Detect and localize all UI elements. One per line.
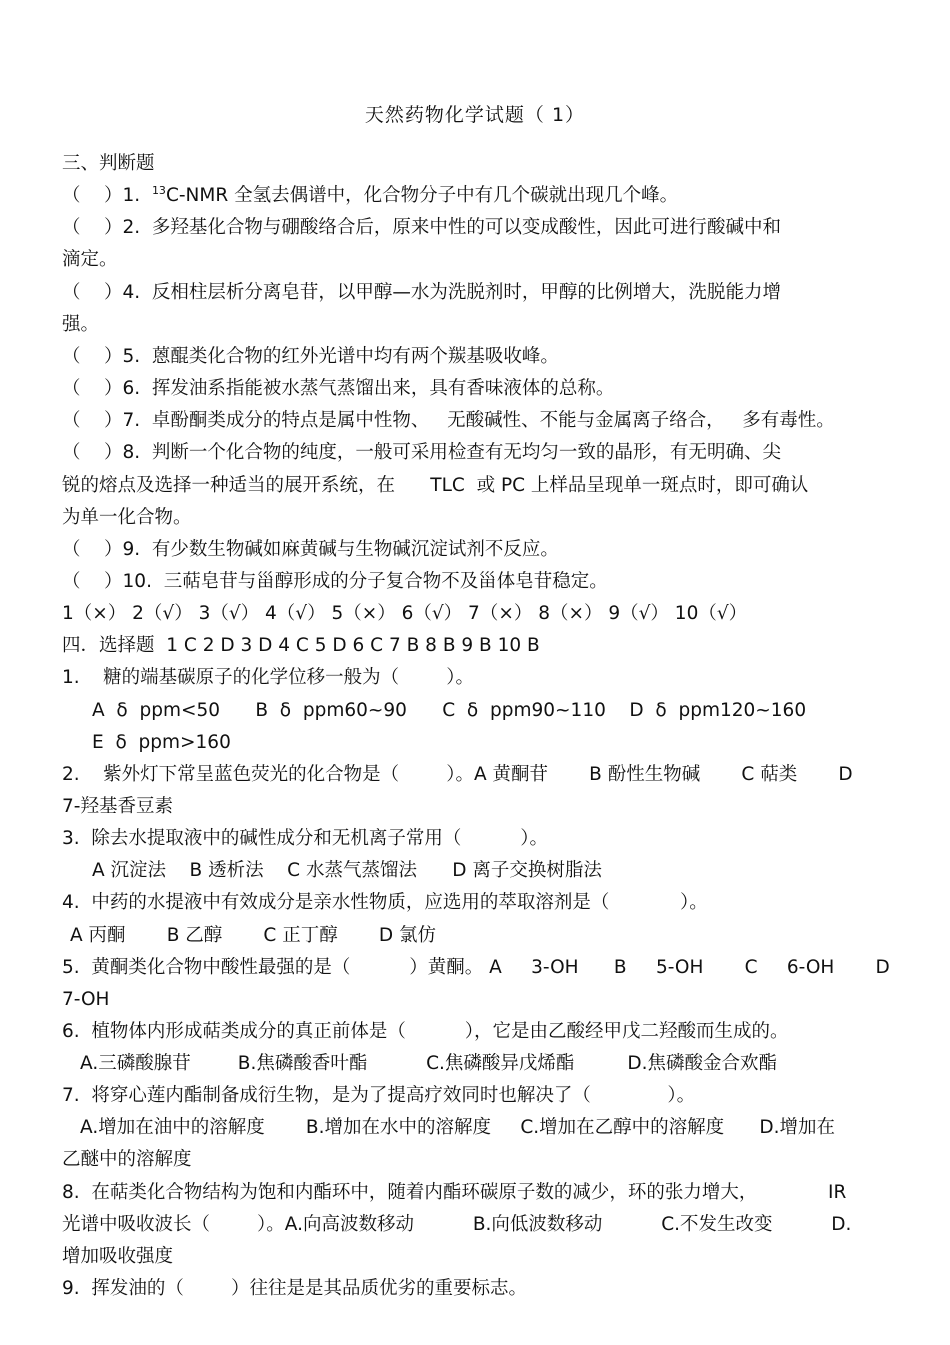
page-title: 天然药物化学试题（ 1）: [364, 104, 586, 126]
section-heading-judgement: 三、判断题: [62, 153, 155, 174]
choice-question-3: 3. 除去水提取液中的碱性成分和无机离子常用（ ）。: [62, 828, 548, 849]
choice-question-1-option-e: E δ ppm>160: [92, 732, 231, 753]
choice-question-2-line1: 2. 紫外灯下常呈蓝色荧光的化合物是（ ）。A 黄酮苷 B 酚性生物碱 C 萜类 D: [62, 764, 853, 785]
judgement-question-1: [62, 184, 678, 208]
q1-text: C-NMR 全氢去偶谱中，化合物分子中有几个碳就出现几个峰。: [165, 185, 679, 206]
choice-question-2-line2: 7-羟基香豆素: [62, 796, 173, 817]
choice-question-6: 6. 植物体内形成萜类成分的真正前体是（ ），它是由乙酸经甲戊二羟酸而生成的。: [62, 1021, 789, 1042]
choice-question-1: 1. 糖的端基碳原子的化学位移一般为（ ）。: [62, 667, 474, 688]
choice-question-8-line3: 增加吸收强度: [62, 1246, 174, 1267]
choice-question-1-options-a-d: A δ ppm<50 B δ ppm60~90 C δ ppm90~110 D δ ppm120~160: [92, 700, 807, 721]
choice-question-5-line2: 7-OH: [62, 989, 110, 1010]
q1-prefix: （ ）1.: [62, 185, 152, 206]
choice-question-8-line2: 光谱中吸收波长（ ）。A.向高波数移动 B.向低波数移动 C.不发生改变 D.: [62, 1214, 852, 1235]
choice-question-7-options: A.增加在油中的溶解度 B.增加在水中的溶解度 C.增加在乙醇中的溶解度 D.增加在: [80, 1117, 836, 1138]
judgement-question-2-line1: （ ）2. 多羟基化合物与硼酸络合后，原来中性的可以变成酸性，因此可进行酸碱中和: [62, 217, 781, 238]
choice-question-7: 7. 将穿心莲内酯制备成衍生物，是为了提高疗效同时也解决了（ ）。: [62, 1085, 696, 1106]
judgement-question-7: （ ）7. 卓酚酮类成分的特点是属中性物、 无酸碱性、不能与金属离子络合， 多有毒性。: [62, 410, 835, 431]
judgement-question-8-line2: 锐的熔点及选择一种适当的展开系统，在 TLC 或 PC 上样品呈现单一斑点时，即可确认: [62, 475, 809, 496]
choice-question-7-line3: 乙醚中的溶解度: [62, 1149, 192, 1170]
q1-superscript: 13: [151, 184, 166, 197]
judgement-question-2-line2: 滴定。: [62, 249, 118, 270]
judgement-question-10: （ ）10. 三萜皂苷与甾醇形成的分子复合物不及甾体皂苷稳定。: [62, 571, 608, 592]
judgement-answers: 1（×） 2（√） 3（√） 4（√） 5（×） 6（√） 7（×） 8（×） 9（√） 10（√）: [62, 603, 748, 624]
section-heading-choice: 四．选择题 1 C 2 D 3 D 4 C 5 D 6 C 7 B 8 B 9 B 10 B: [62, 635, 540, 656]
choice-question-9: 9. 挥发油的（ ）往往是是其品质优劣的重要标志。: [62, 1278, 527, 1299]
judgement-question-9: （ ）9. 有少数生物碱如麻黄碱与生物碱沉淀试剂不反应。: [62, 539, 559, 560]
choice-question-8-line1: 8. 在萜类化合物结构为饱和内酯环中，随着内酯环碳原子数的减少，环的张力增大， IR: [62, 1182, 847, 1203]
judgement-question-8-line3: 为单一化合物。: [62, 507, 192, 528]
choice-question-3-options: A 沉淀法 B 透析法 C 水蒸气蒸馏法 D 离子交换树脂法: [92, 860, 602, 881]
choice-question-4-options: A 丙酮 B 乙醇 C 正丁醇 D 氯仿: [70, 925, 437, 946]
judgement-question-5: （ ）5. 蒽醌类化合物的红外光谱中均有两个羰基吸收峰。: [62, 346, 559, 367]
choice-question-6-options: A.三磷酸腺苷 B.焦磷酸香叶酯 C.焦磷酸异戊烯酯 D.焦磷酸金合欢酯: [80, 1053, 777, 1074]
judgement-question-6: （ ）6. 挥发油系指能被水蒸气蒸馏出来，具有香味液体的总称。: [62, 378, 615, 399]
judgement-question-4-line1: （ ）4. 反相柱层析分离皂苷，以甲醇—水为洗脱剂时，甲醇的比例增大，洗脱能力增: [62, 282, 781, 303]
choice-question-4: 4. 中药的水提液中有效成分是亲水性物质，应选用的萃取溶剂是（ ）。: [62, 892, 708, 913]
judgement-question-4-line2: 强。: [62, 314, 100, 335]
judgement-question-8-line1: （ ）8. 判断一个化合物的纯度，一般可采用检查有无均匀一致的晶形，有无明确、尖: [62, 442, 781, 463]
choice-question-5-line1: 5. 黄酮类化合物中酸性最强的是（ ）黄酮。 A 3-OH B 5-OH C 6-OH D: [62, 957, 890, 978]
